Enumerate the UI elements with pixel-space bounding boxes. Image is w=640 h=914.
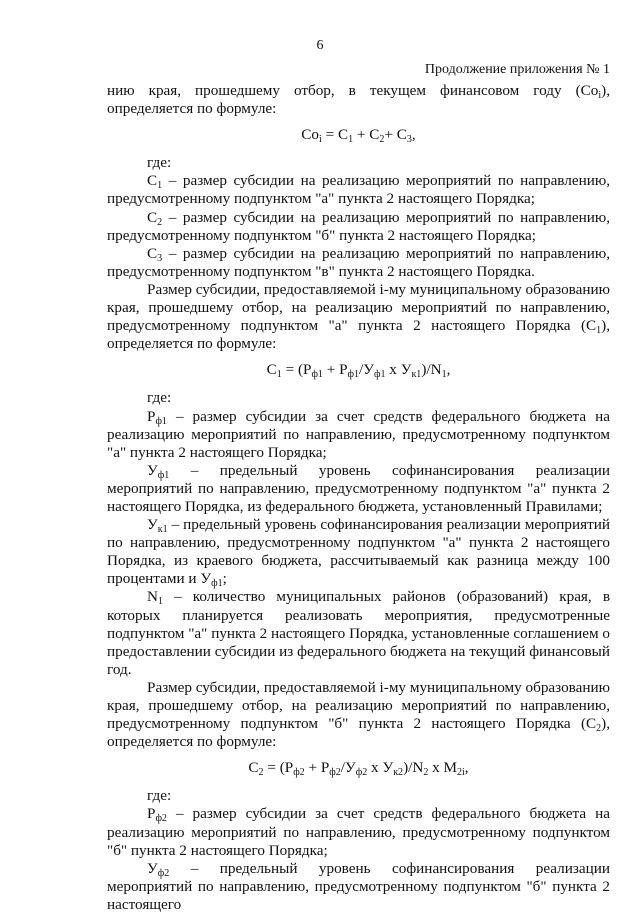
paragraph: $С_3$ – размер субсидии на реализацию мероприятий по направлению, предусмотренному подпунктом "в" пункта 2 настоящего Порядка.	[107, 244, 610, 280]
formula: $С_1 = (Р_{ф1} + Р_{ф1}/У_{ф1}$ х $У_{к1})/N_1$,	[266, 361, 451, 381]
paragraph: $Р_{ф2}$ – размер субсидии за счет средств федерального бюджета на реализацию мероприятий по направлению, предусмотренному подпунктом "б" пункта 2 настоящего Порядка;	[107, 805, 610, 859]
formula: $Со_i = С_1 + С_2+ С_3$,	[301, 126, 416, 146]
paragraph: $У_{ф2}$ – предельный уровень софинансирования реализации мероприятий по направлению, предусмотренному подпунктом "б" пункта 2 настоящего	[107, 859, 610, 913]
paragraph: Размер субсидии, предоставляемой i-му муниципальному образованию края, прошедшему отбор, на реализацию мероприятий по направлению, предусмотренному подпунктом "б" пункта 2 настоящего Порядка $(С_2)$, определяется по формуле:	[107, 678, 610, 751]
paragraph: Размер субсидии, предоставляемой i-му муниципальному образованию края, прошедшему отбор, на реализацию мероприятий по направлению, предусмотренному подпунктом "а" пункта 2 настоящего Порядка $(С_1)$, определяется по формуле:	[107, 280, 610, 353]
continuation-note: Продолжение приложения № 1	[424, 62, 610, 77]
paragraph: $Р_{ф1}$ – размер субсидии за счет средств федерального бюджета на реализацию мероприятий по направлению, предусмотренному подпунктом "а" пункта 2 настоящего Порядка;	[107, 407, 610, 461]
paragraph: $N_1$ – количество муниципальных районов (образований) края, в которых планируется реализовать мероприятия, предусмотренные подпунктом "а" пункта 2 настоящего Порядка, установленные соглашением о предоставлении субсидии из федерального бюджета на текущий финансовый год.	[107, 588, 610, 678]
paragraph: где:	[147, 154, 172, 172]
paragraph: $С_1$ – размер субсидии на реализацию мероприятий по направлению, предусмотренному подпунктом "а" пункта 2 настоящего Порядка;	[107, 172, 610, 208]
paragraph: где:	[147, 389, 172, 407]
document-body	[107, 82, 610, 914]
paragraph: $С_2$ – размер субсидии на реализацию мероприятий по направлению, предусмотренному подпунктом "б" пункта 2 настоящего Порядка;	[107, 208, 610, 244]
formula: $С_2 = (Р_{ф2} + Р_{ф2}/У_{ф2}$ х $У_{к2})/N_2$ х $М_{2i}$,	[248, 759, 469, 779]
page-number: 6	[316, 38, 324, 53]
paragraph: $У_{к1}$ – предельный уровень софинансирования реализации мероприятий по направлению, предусмотренному подпунктом "а" пункта 2 настоящего Порядка, из краевого бюджета, рассчитываемый как разница между 100 процентами и $У_{ф1}$;	[107, 516, 610, 590]
paragraph: $У_{ф1}$ – предельный уровень софинансирования реализации мероприятий по направлению, предусмотренному подпунктом "а" пункта 2 настоящего Порядка, из федерального бюджета, установленный Правилами;	[107, 461, 610, 515]
paragraph: нию края, прошедшему отбор, в текущем финансовом году $(Со_i)$, определяется по формуле:	[107, 82, 610, 118]
paragraph: где:	[147, 787, 172, 805]
